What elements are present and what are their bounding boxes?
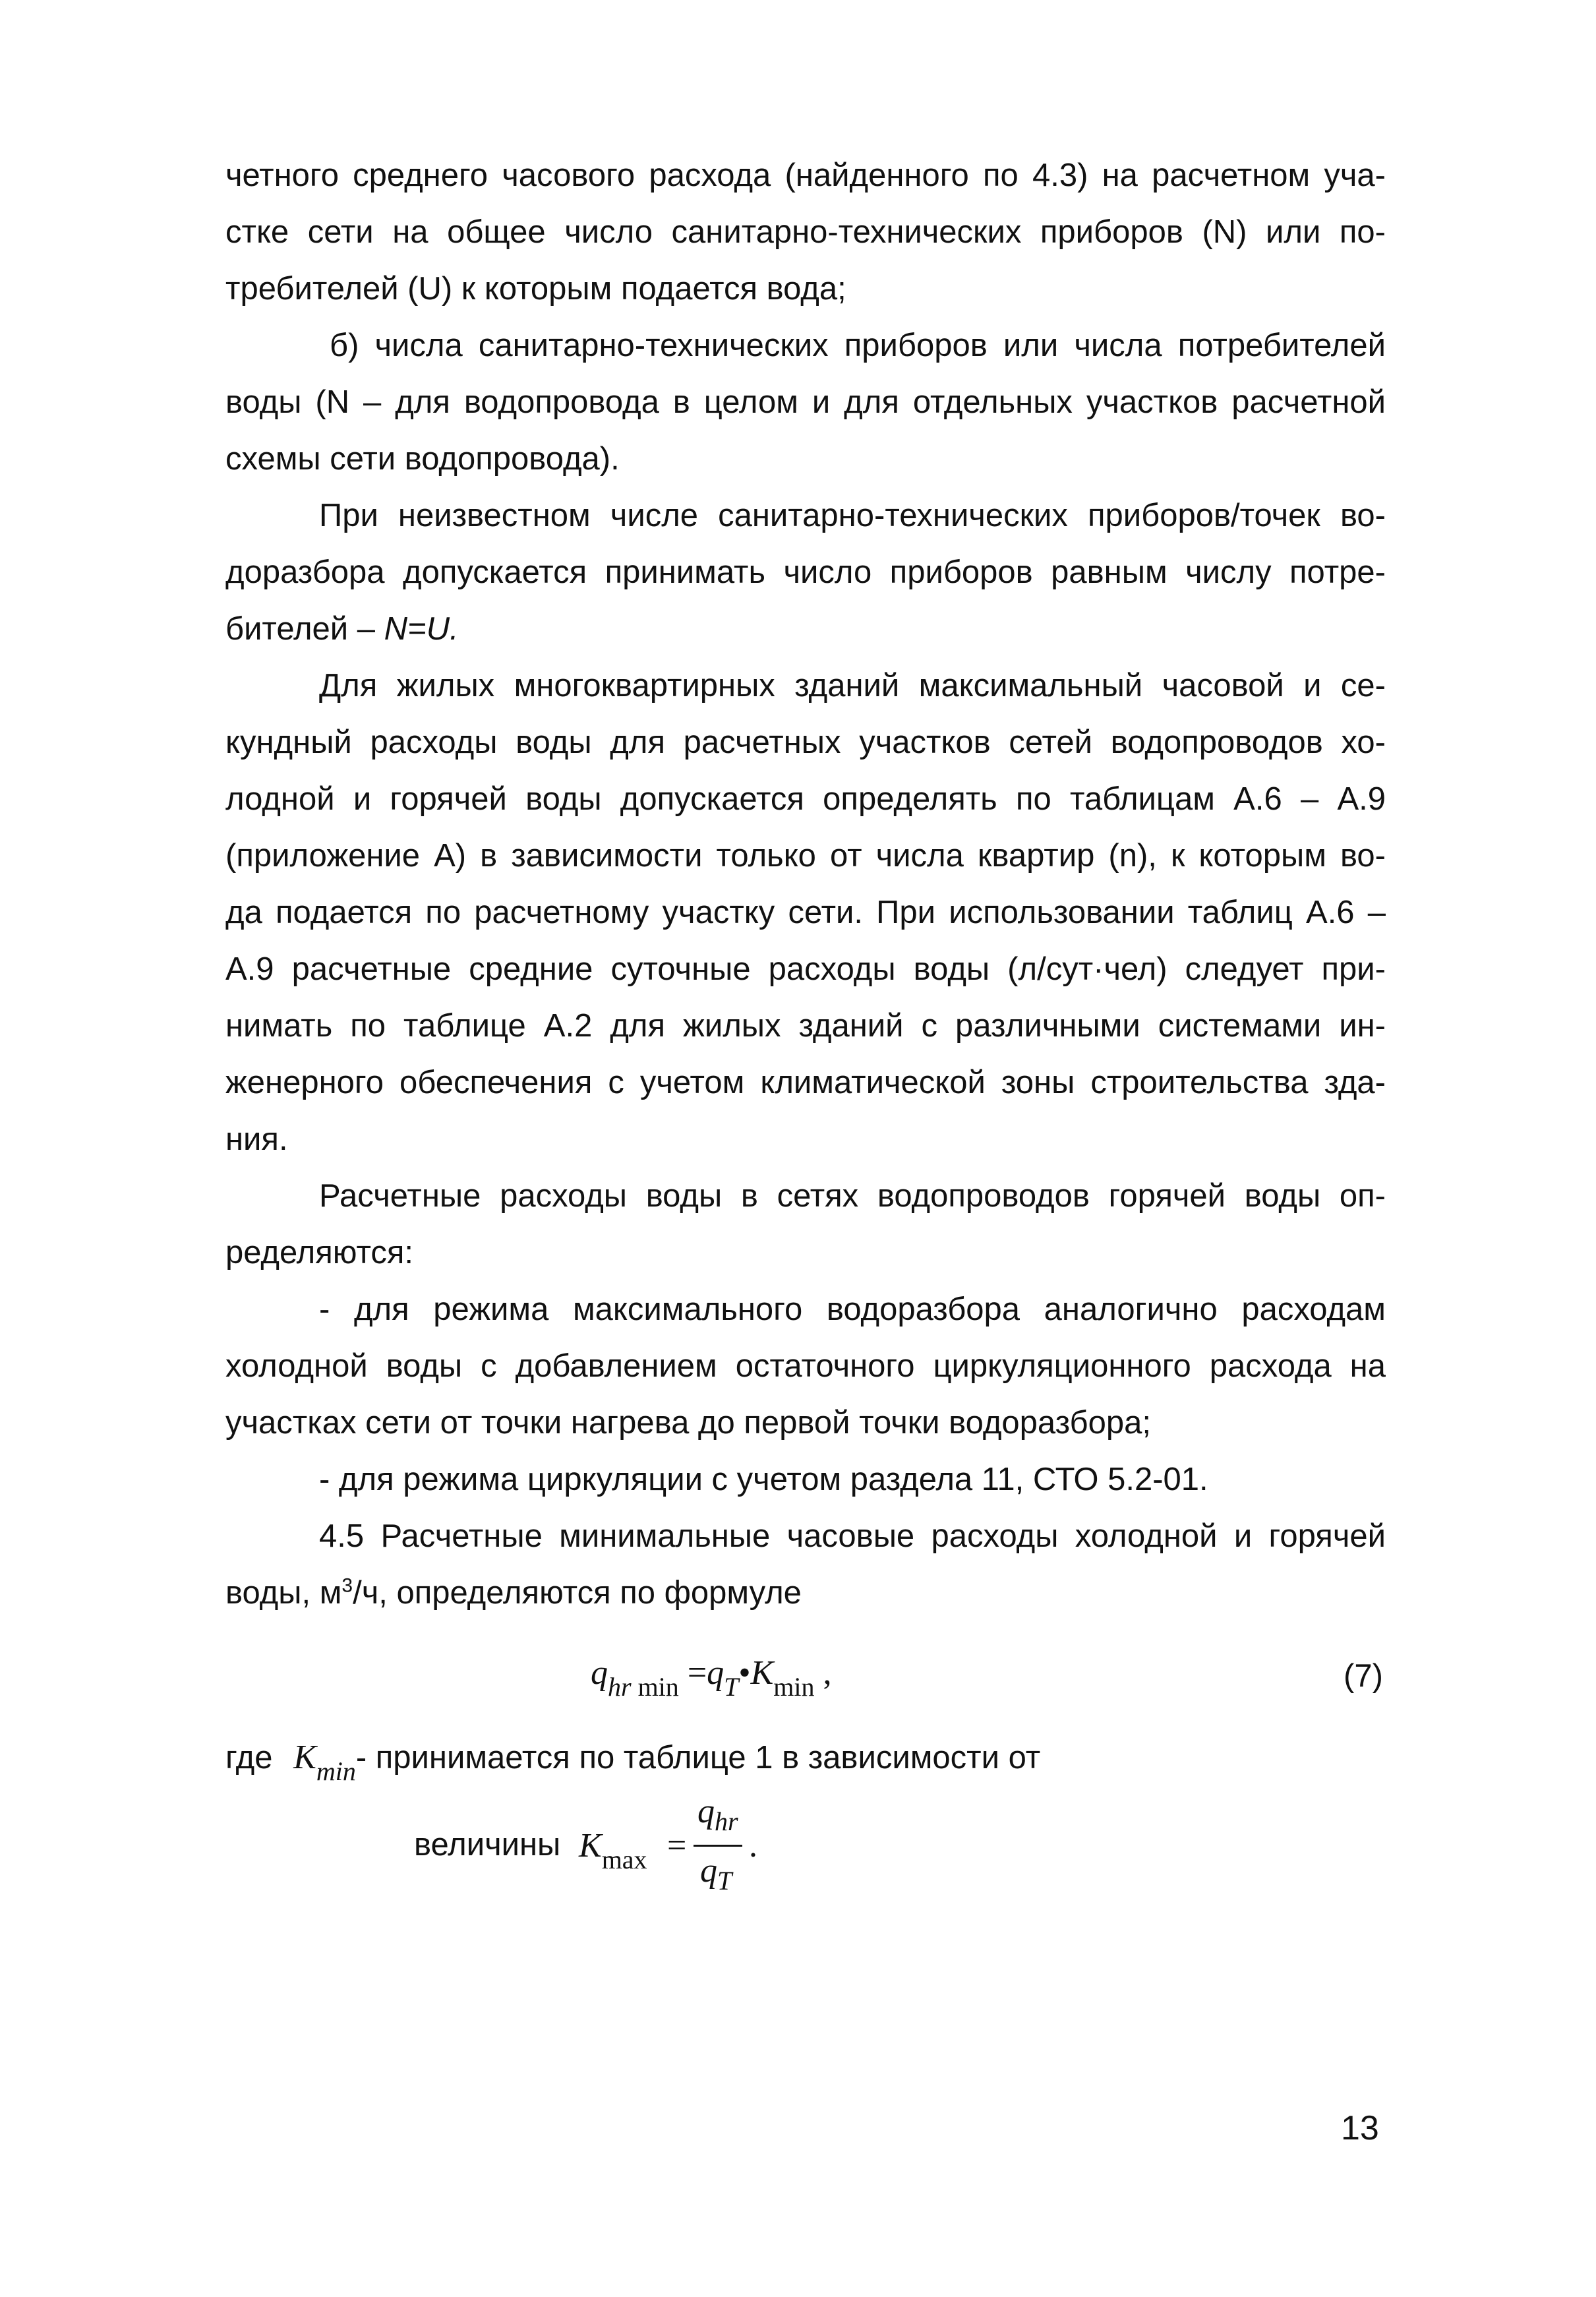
text-line: При неизвестном числе санитарно-технических приборов/точек во- [319, 498, 1386, 533]
kmax-symbol [579, 1827, 647, 1874]
formula-comma: , [814, 1654, 832, 1692]
formula-sub-hr: hr [608, 1672, 632, 1702]
text-line: Для жилых многоквартирных зданий максимальный часовой и се- [319, 668, 1386, 703]
text-span: /ч, определяются по формуле [353, 1575, 802, 1611]
text-line: ределяются: [225, 1235, 413, 1270]
text-line: ния. [225, 1121, 288, 1157]
formula-dot: • [738, 1654, 751, 1692]
text-line: доразбора допускается принимать число приборов равным числу потре- [225, 554, 1386, 590]
num-q: q [697, 1793, 715, 1830]
formula-eq: = [678, 1654, 707, 1692]
kmax-period: . [749, 1827, 757, 1864]
fraction-bar [694, 1845, 742, 1847]
text-line [225, 1573, 802, 1613]
text-line [225, 609, 459, 649]
text-line: участках сети от точки нагрева до первой точки водоразбора; [225, 1405, 1151, 1441]
text-span: воды, м [225, 1575, 342, 1611]
text-line: А.9 расчетные средние суточные расходы воды (л/сут·чел) следует при- [225, 951, 1386, 987]
kmax-denominator [700, 1852, 732, 1895]
formula-q: q [591, 1654, 608, 1692]
num-sub: hr [715, 1806, 738, 1836]
formula-sub-t: T [724, 1672, 739, 1702]
where-line [225, 1738, 1041, 1786]
where-word: где [225, 1740, 273, 1775]
kmax-k: K [579, 1827, 602, 1864]
formula-sub-kmin: min [773, 1672, 815, 1702]
text-span: бителей – [225, 611, 384, 647]
kmax-eq: = [667, 1827, 687, 1864]
text-line: - для режима максимального водоразбора аналогично расходам [319, 1292, 1386, 1327]
kmax-sub: max [601, 1845, 647, 1874]
text-line: кундный расходы воды для расчетных участков сетей водопроводов хо- [225, 725, 1386, 760]
superscript-3: 3 [341, 1574, 353, 1597]
text-line: требителей (U) к которым подается вода; [225, 271, 846, 307]
text-line: Расчетные расходы воды в сетях водопроводов горячей воды оп- [319, 1178, 1386, 1214]
den-q: q [700, 1852, 717, 1890]
formula-7 [591, 1654, 832, 1702]
formula-k: K [750, 1654, 774, 1692]
text-line: лодной и горячей воды допускается определять по таблицам А.6 – А.9 [225, 781, 1386, 817]
where-k [293, 1739, 356, 1786]
text-line: холодной воды с добавлением остаточного циркуляционного расхода на [225, 1348, 1386, 1384]
text-line: стке сети на общее число санитарно-технических приборов (N) или по- [225, 214, 1386, 250]
text-line: 4.5 Расчетные минимальные часовые расходы холодной и горячей [319, 1518, 1386, 1554]
formula-number: (7) [1344, 1658, 1383, 1694]
where-rest: - принимается по таблице 1 в зависимости от [355, 1740, 1041, 1775]
kmax-numerator [697, 1793, 738, 1836]
text-line: схемы сети водопровода). [225, 441, 620, 477]
text-line: нимать по таблице А.2 для жилых зданий с различными системами ин- [225, 1008, 1386, 1044]
formula-sub-min: min [631, 1672, 679, 1702]
where-k-sub: min [316, 1756, 356, 1786]
text-line: да подается по расчетному участку сети. При использовании таблиц А.6 – [225, 895, 1386, 930]
formula-qt: q [707, 1654, 724, 1692]
where-k-letter: K [293, 1739, 316, 1776]
page-number: 13 [1341, 2109, 1379, 2147]
n-eq-u: N=U. [384, 611, 459, 647]
text-line: женерного обеспечения с учетом климатической зоны строительства зда- [225, 1065, 1386, 1100]
den-sub: T [717, 1866, 732, 1895]
text-line: воды (N – для водопровода в целом и для отдельных участков расчетной [225, 384, 1386, 420]
kmax-label: величины [414, 1827, 561, 1863]
text-line: - для режима циркуляции с учетом раздела 11, СТО 5.2-01. [319, 1462, 1208, 1497]
text-line: (приложение А) в зависимости только от числа квартир (n), к которым во- [225, 838, 1386, 874]
text-line: четного среднего часового расхода (найденного по 4.3) на расчетном уча- [225, 158, 1386, 193]
text-line: б) числа санитарно-технических приборов или числа потребителей [330, 328, 1386, 363]
